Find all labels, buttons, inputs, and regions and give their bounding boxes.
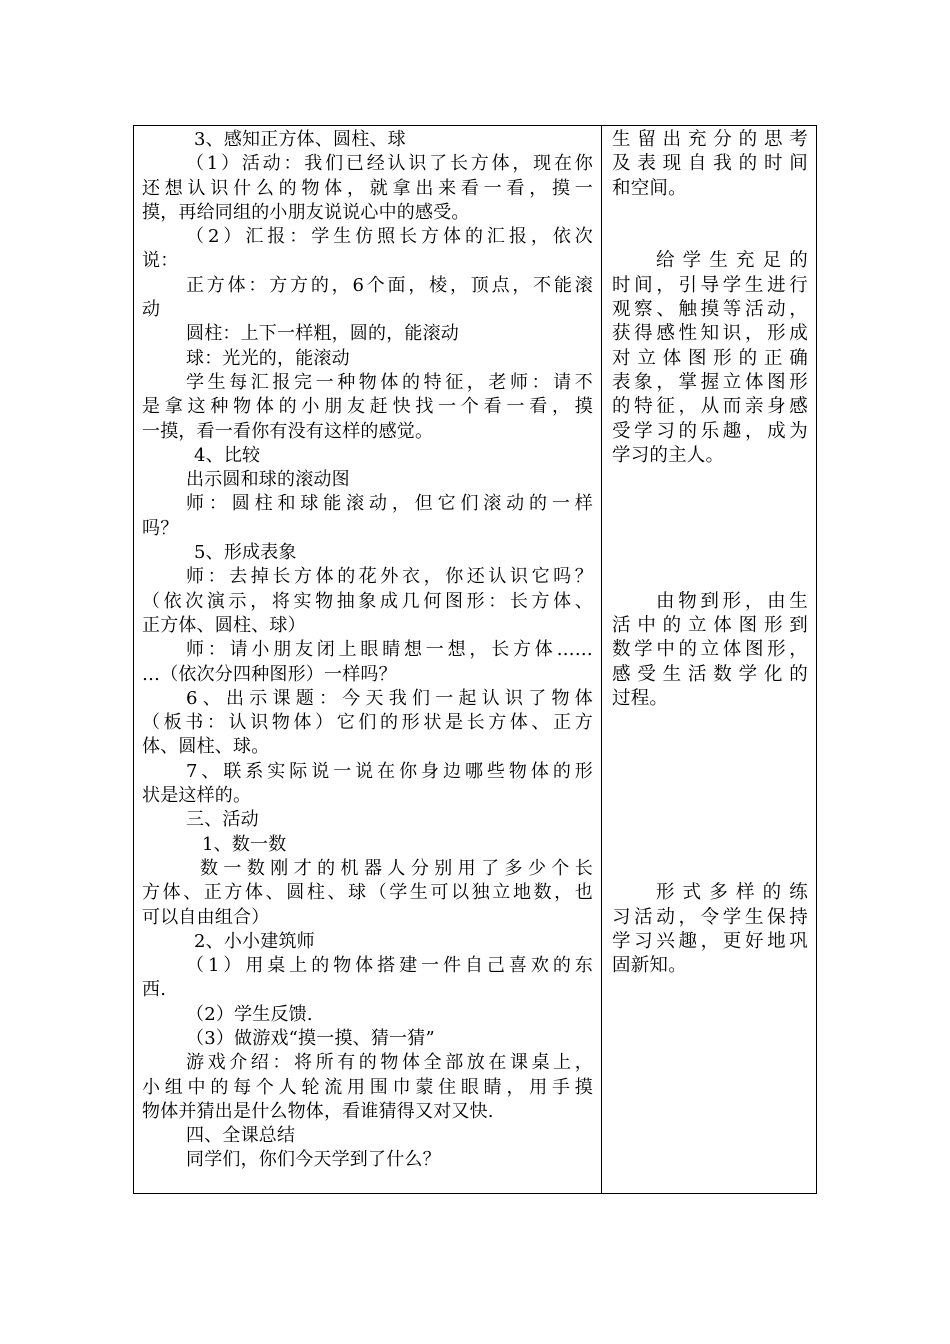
text-line: 2、小小建筑师 bbox=[194, 930, 315, 952]
lesson-plan-table bbox=[133, 125, 817, 1194]
text-line: 游戏介绍：将所有的物体全部放在课桌上， bbox=[186, 1052, 593, 1074]
text-line: （板书：认识物体）它们的形状是长方体、正方 bbox=[142, 712, 593, 734]
text-line: 摸，再给同组的小朋友说说心中的感受。 bbox=[142, 201, 470, 223]
text-line: 正方体：方方的，6个面，棱，顶点，不能滚 bbox=[186, 274, 593, 296]
text-line: 4、比较 bbox=[194, 444, 261, 466]
text-line: （3）做游戏“摸一摸、猜一猜” bbox=[186, 1027, 435, 1049]
text-line: 师：请小朋友闭上眼睛想一想，长方体…… bbox=[186, 639, 593, 661]
note-line: 由物到形，由生 bbox=[656, 590, 808, 612]
text-line: 5、形成表象 bbox=[194, 542, 297, 564]
note-line: 生留出充分的思考 bbox=[612, 129, 808, 150]
text-line: 1、数一数 bbox=[202, 833, 287, 855]
text-line: 是拿这种物体的小朋友赶快找一个看一看，摸 bbox=[142, 396, 593, 418]
text-line: 状是这样的。 bbox=[142, 785, 252, 807]
text-line: 说： bbox=[142, 250, 179, 272]
text-line: 数一数刚才的机器人分别用了多少个长 bbox=[200, 857, 593, 879]
text-line: 圆柱：上下一样粗，圆的，能滚动 bbox=[186, 323, 459, 345]
note-line: 数学中的立体图形， bbox=[612, 639, 808, 661]
text-line: 一摸，看一看你有没有这样的感觉。 bbox=[142, 420, 434, 442]
text-line: 师：去掉长方体的花外衣，你还认识它吗？ bbox=[186, 566, 593, 588]
text-line: 球：光光的，能滚动 bbox=[186, 347, 350, 369]
text-line: 6、出示课题：今天我们一起认识了物体 bbox=[186, 687, 593, 709]
note-line: 受学习的乐趣，成为 bbox=[612, 420, 808, 442]
text-line: （2）汇报：学生仿照长方体的汇报，依次 bbox=[186, 226, 593, 248]
text-line: （2）学生反馈. bbox=[186, 1003, 313, 1025]
text-line: 体、圆柱、球。 bbox=[142, 736, 270, 758]
text-line: （1）活动：我们已经认识了长方体，现在你 bbox=[186, 153, 593, 175]
note-line: 固新知。 bbox=[612, 955, 687, 977]
note-line: 和空间。 bbox=[612, 177, 687, 199]
text-line: （1）用桌上的物体搭建一件自己喜欢的东 bbox=[186, 955, 593, 977]
text-line: 四、全课总结 bbox=[186, 1125, 296, 1147]
text-line: 吗？ bbox=[142, 517, 179, 539]
text-line: 小组中的每个人轮流用围巾蒙住眼睛，用手摸 bbox=[142, 1076, 593, 1098]
text-line: 还想认识什么的物体，就拿出来看一看，摸一 bbox=[142, 177, 593, 199]
text-line: 7、联系实际说一说在你身边哪些物体的形 bbox=[186, 760, 593, 782]
note-line: 感受生活数学化的 bbox=[612, 663, 808, 685]
note-line: 获得感性知识，形成 bbox=[612, 323, 808, 345]
text-line: 三、活动 bbox=[186, 809, 259, 831]
note-line: 形式多样的练 bbox=[656, 882, 808, 904]
text-line: 同学们，你们今天学到了什么？ bbox=[186, 1149, 441, 1171]
note-line: 学习兴趣，更好地巩 bbox=[612, 930, 808, 952]
note-line: 观察、触摸等活动， bbox=[612, 299, 808, 321]
text-line: …（依次分四种图形）一样吗？ bbox=[142, 663, 397, 685]
text-line: 学生每汇报完一种物体的特征，老师：请不 bbox=[186, 371, 593, 393]
text-line: 动 bbox=[142, 299, 161, 321]
text-line: 3、感知正方体、圆柱、球 bbox=[194, 129, 406, 150]
note-line: 学习的主人。 bbox=[612, 444, 725, 466]
note-line: 对立体图形的正确 bbox=[612, 347, 808, 369]
text-line: （依次演示，将实物抽象成几何图形：长方体、 bbox=[142, 590, 593, 612]
note-line: 习活动，令学生保持 bbox=[612, 906, 808, 928]
text-line: 正方体、圆柱、球） bbox=[142, 614, 306, 636]
text-line: 师：圆柱和球能滚动，但它们滚动的一样 bbox=[186, 493, 593, 515]
text-line: 可以自由组合） bbox=[142, 906, 270, 928]
note-line: 的特征，从而亲身感 bbox=[612, 396, 808, 418]
design-intent-column bbox=[602, 126, 816, 1193]
note-line: 活中的立体图形到 bbox=[612, 614, 808, 636]
note-line: 给学生充足的 bbox=[656, 250, 808, 272]
note-line: 表象，掌握立体图形 bbox=[612, 371, 808, 393]
text-line: 物体并猜出是什么物体，看谁猜得又对又快. bbox=[142, 1100, 494, 1122]
text-line: 出示圆和球的滚动图 bbox=[186, 469, 350, 491]
note-line: 及表现自我的时间 bbox=[612, 153, 808, 175]
note-line: 时间，引导学生进行 bbox=[612, 274, 808, 296]
text-line: 西. bbox=[142, 979, 167, 1001]
note-line: 过程。 bbox=[612, 687, 669, 709]
teaching-process-column bbox=[134, 126, 602, 1193]
text-line: 方体、正方体、圆柱、球（学生可以独立地数，也 bbox=[142, 882, 593, 904]
